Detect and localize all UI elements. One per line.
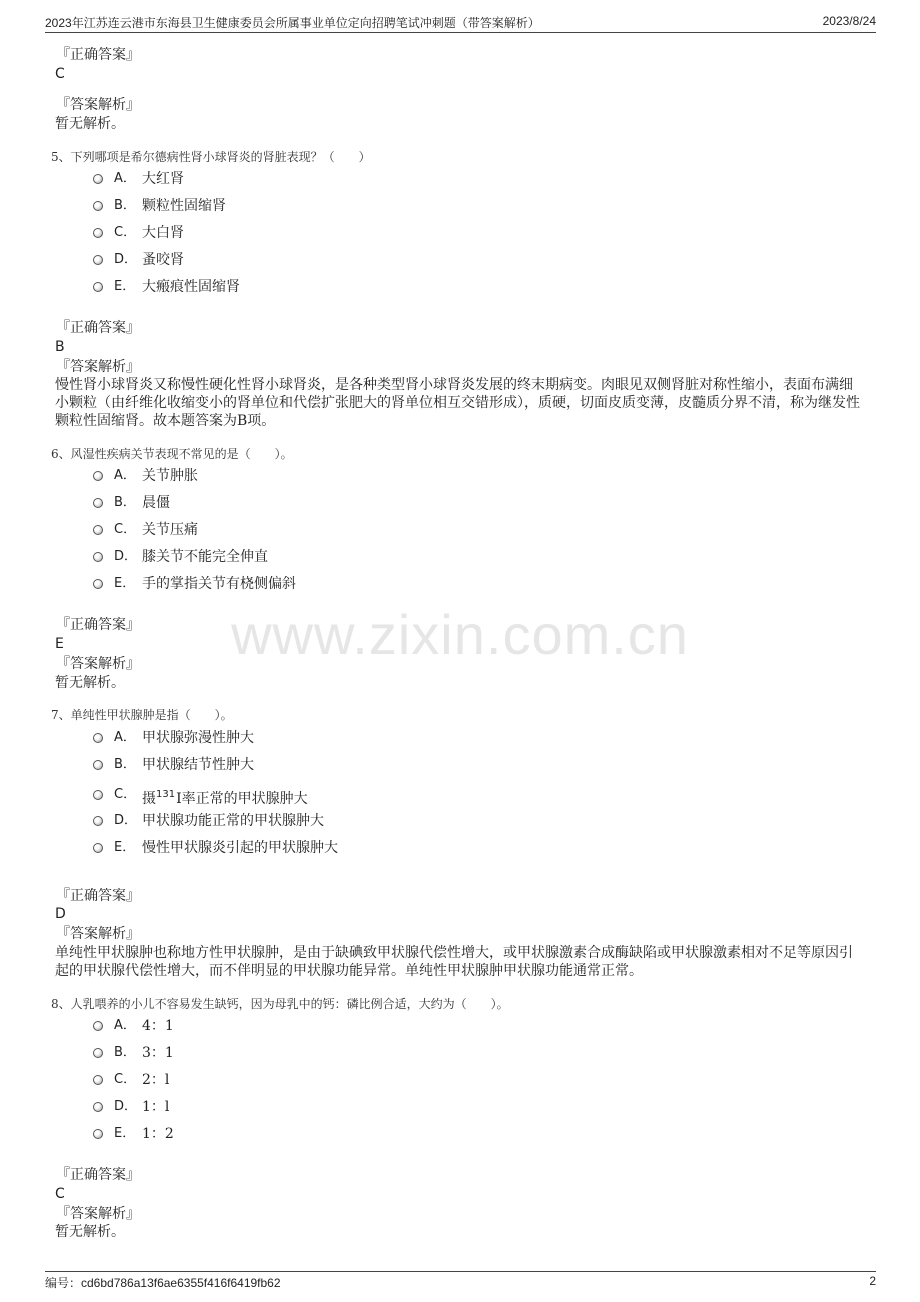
page-header	[45, 10, 876, 33]
analysis-label: 『答案解析』	[56, 656, 140, 672]
radio-icon[interactable]	[93, 1075, 103, 1085]
radio-icon[interactable]	[93, 816, 103, 826]
radio-icon[interactable]	[93, 471, 103, 481]
radio-icon[interactable]	[93, 843, 103, 853]
question-8: 8、人乳喂养的小儿不容易发生缺钙，因为母乳中的钙：磷比例合适，大约为（ ）。	[51, 997, 509, 1011]
analysis-label: 『答案解析』	[56, 97, 140, 113]
correct-answer-label: 『正确答案』	[56, 320, 140, 336]
document-serial: 编号：cd6bd786a13f6ae6355f416f6419fb62	[45, 1276, 281, 1290]
radio-icon[interactable]	[93, 733, 103, 743]
radio-icon[interactable]	[93, 1102, 103, 1112]
radio-icon[interactable]	[93, 228, 103, 238]
radio-icon[interactable]	[93, 255, 103, 265]
radio-icon[interactable]	[93, 525, 103, 535]
analysis-label: 『答案解析』	[56, 359, 140, 375]
correct-answer: C	[55, 66, 65, 82]
correct-answer: E	[55, 636, 64, 652]
correct-answer: B	[55, 339, 65, 355]
analysis-text: 单纯性甲状腺肿也称地方性甲状腺肿，是由于缺碘致甲状腺代偿性增大，或甲状腺激素合成酶缺陷或甲状腺激素相对不足等原因引起的甲状腺代偿性增大，而不伴明显的甲状腺功能异常。单纯性甲状腺肿甲状腺功能通常正常。	[55, 945, 853, 979]
correct-answer-label: 『正确答案』	[56, 888, 140, 904]
analysis-text: 慢性肾小球肾炎又称慢性硬化性肾小球肾炎，是各种类型肾小球肾炎发展的终末期病变。肉眼见双侧肾脏对称性缩小，表面布满细小颗粒（由纤维化收缩变小的肾单位和代偿扩张肥大的肾单位相互交错形成），质硬，切面皮质变薄，皮髓质分界不清，称为继发性颗粒性固缩肾。故本题答案为B项。	[55, 377, 860, 429]
analysis-label: 『答案解析』	[56, 926, 140, 942]
watermark: www.zixin.com.cn	[231, 603, 689, 666]
document-date: 2023/8/24	[822, 14, 876, 28]
page-footer	[45, 1271, 876, 1292]
radio-icon[interactable]	[93, 282, 103, 292]
question-5: 5、下列哪项是希尔德病性肾小球肾炎的肾脏表现？（ ）	[51, 150, 371, 164]
analysis-text: 暂无解析。	[55, 675, 125, 691]
radio-icon[interactable]	[93, 1048, 103, 1058]
radio-icon[interactable]	[93, 552, 103, 562]
document-title: 2023年江苏连云港市东海县卫生健康委员会所属事业单位定向招聘笔试冲刺题（带答案解析）	[45, 16, 540, 30]
analysis-text: 暂无解析。	[55, 116, 125, 132]
radio-icon[interactable]	[93, 174, 103, 184]
page-number: 2	[869, 1274, 876, 1288]
radio-icon[interactable]	[93, 201, 103, 211]
radio-icon[interactable]	[93, 790, 103, 800]
radio-icon[interactable]	[93, 579, 103, 589]
correct-answer-label: 『正确答案』	[56, 47, 140, 63]
radio-icon[interactable]	[93, 760, 103, 770]
question-6: 6、风湿性疾病关节表现不常见的是（ ）。	[51, 447, 293, 461]
radio-icon[interactable]	[93, 1129, 103, 1139]
correct-answer-label: 『正确答案』	[56, 1167, 140, 1183]
radio-icon[interactable]	[93, 498, 103, 508]
radio-icon[interactable]	[93, 1021, 103, 1031]
correct-answer-label: 『正确答案』	[56, 617, 140, 633]
correct-answer: D	[55, 906, 66, 922]
analysis-text: 暂无解析。	[55, 1224, 125, 1240]
analysis-label: 『答案解析』	[56, 1206, 140, 1222]
correct-answer: C	[55, 1186, 65, 1202]
question-7: 7、单纯性甲状腺肿是指（ ）。	[51, 708, 233, 722]
